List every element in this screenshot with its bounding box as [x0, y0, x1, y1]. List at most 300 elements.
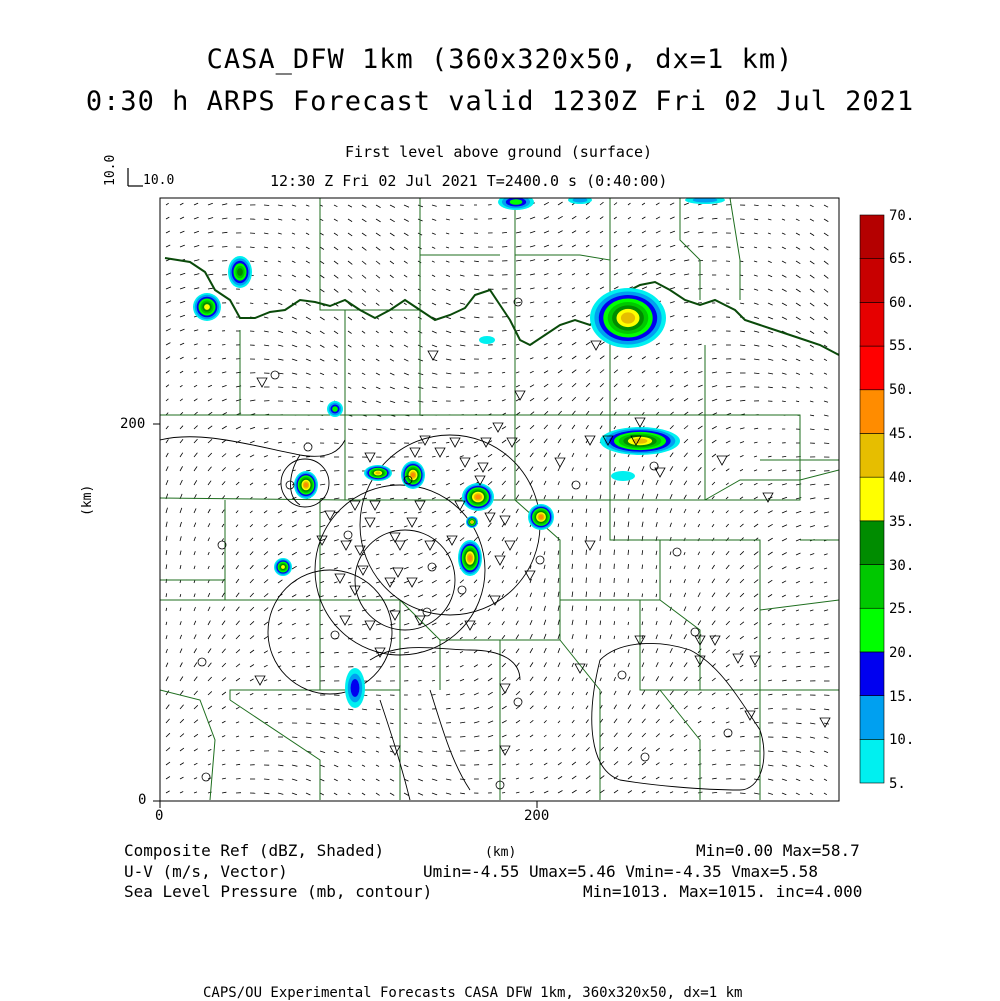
- wind-vector: [292, 538, 297, 541]
- wind-vector: [432, 666, 435, 667]
- wind-vector: [432, 289, 436, 291]
- wind-vector: [446, 483, 450, 485]
- wind-vector: [670, 385, 673, 387]
- wind-vector: [306, 359, 311, 361]
- wind-vector: [264, 428, 269, 429]
- wind-vector: [194, 372, 197, 373]
- wind-vector: [404, 233, 408, 236]
- wind-vector: [460, 442, 463, 443]
- wind-vector: [166, 733, 170, 737]
- colorbar-swatch: [860, 215, 884, 259]
- wind-vector: [460, 623, 463, 625]
- legend-field-reflectivity: Composite Ref (dBZ, Shaded): [124, 841, 384, 860]
- wind-vector: [530, 288, 535, 289]
- wind-vector: [824, 303, 828, 306]
- wind-vector: [516, 316, 520, 317]
- wind-vector: [278, 387, 283, 388]
- wind-vector: [376, 723, 380, 724]
- wind-vector: [194, 439, 198, 443]
- wind-vector: [180, 792, 183, 794]
- wind-vector: [810, 498, 815, 499]
- wind-vector: [810, 219, 814, 221]
- wind-vector: [432, 609, 437, 611]
- wind-vector: [810, 568, 814, 569]
- wind-vector: [810, 526, 815, 528]
- wind-vector: [516, 372, 519, 373]
- wind-vector: [628, 356, 632, 359]
- wind-vector: [642, 649, 644, 653]
- wind-vector: [306, 317, 311, 320]
- wind-vector: [250, 722, 253, 723]
- station-triangle: [495, 556, 505, 565]
- wind-vector: [390, 779, 394, 781]
- wind-vector: [194, 260, 199, 261]
- wind-vector: [572, 634, 573, 639]
- wind-vector: [544, 720, 547, 723]
- wind-vector: [628, 762, 632, 765]
- wind-vector: [810, 793, 813, 795]
- wind-vector: [264, 469, 267, 471]
- wind-vector: [166, 777, 170, 780]
- wind-vector: [586, 301, 590, 303]
- wind-vector: [166, 635, 167, 639]
- wind-vector: [614, 231, 617, 233]
- wind-vector: [208, 288, 213, 289]
- wind-vector: [586, 747, 590, 751]
- wind-vector: [572, 315, 576, 317]
- wind-vector: [698, 565, 700, 569]
- wind-vector: [292, 609, 296, 611]
- wind-vector: [516, 358, 519, 359]
- colorbar-swatch: [860, 608, 884, 652]
- wind-vector: [656, 203, 660, 205]
- wind-vector: [222, 607, 225, 611]
- wind-vector: [754, 524, 758, 527]
- wind-vector: [348, 582, 351, 583]
- wind-vector: [782, 779, 787, 781]
- wind-vector: [390, 554, 394, 555]
- wind-vector: [222, 593, 225, 597]
- station-circle: [198, 658, 206, 666]
- wind-vector: [558, 578, 559, 583]
- wind-vector: [390, 317, 392, 319]
- wind-vector: [166, 203, 169, 205]
- wind-vector: [250, 665, 254, 668]
- wind-vector: [782, 652, 786, 653]
- wind-vector: [194, 426, 198, 429]
- wind-vector: [390, 219, 395, 222]
- wind-vector: [544, 231, 549, 233]
- wind-vector: [236, 736, 239, 737]
- wind-vector: [236, 454, 240, 457]
- wind-vector: [292, 638, 295, 639]
- wind-vector: [656, 607, 657, 611]
- wind-vector: [320, 387, 324, 388]
- wind-vector: [348, 247, 352, 250]
- wind-vector: [320, 709, 325, 710]
- reflectivity-cell: [351, 679, 360, 697]
- wind-vector: [754, 275, 758, 276]
- wind-vector: [670, 552, 671, 556]
- wind-vector: [264, 524, 268, 527]
- wind-vector: [656, 551, 657, 555]
- wind-vector: [558, 634, 560, 639]
- wind-vector: [432, 387, 437, 388]
- wind-vector: [684, 371, 688, 373]
- wind-vector: [348, 751, 352, 753]
- colorbar-swatch: [860, 521, 884, 565]
- wind-vector: [194, 763, 197, 765]
- wind-vector: [236, 693, 240, 695]
- wind-vector: [166, 245, 170, 247]
- wind-vector: [390, 624, 395, 625]
- wind-vector: [796, 779, 800, 781]
- wind-vector: [530, 302, 534, 303]
- wind-vector: [782, 219, 785, 220]
- wind-vector: [516, 593, 518, 597]
- wind-vector: [586, 606, 587, 611]
- wind-vector: [334, 205, 337, 207]
- wind-vector: [824, 261, 828, 264]
- wind-vector: [418, 401, 423, 402]
- wind-vector: [320, 511, 325, 513]
- wind-vector: [810, 723, 815, 724]
- wind-vector: [796, 331, 801, 334]
- wind-vector: [320, 247, 324, 250]
- wind-vector: [614, 398, 617, 401]
- wind-vector: [460, 233, 463, 234]
- wind-vector: [362, 624, 367, 625]
- wind-vector: [824, 765, 827, 767]
- wind-vector: [698, 440, 702, 444]
- wind-vector: [796, 317, 801, 320]
- wind-vector: [754, 538, 758, 541]
- wind-vector: [684, 778, 687, 779]
- wind-vector: [684, 509, 686, 513]
- wind-vector: [810, 751, 815, 753]
- reflectivity-cell: [281, 565, 285, 569]
- wind-vector: [194, 621, 196, 625]
- wind-vector: [530, 358, 533, 359]
- wind-vector: [180, 453, 183, 457]
- wind-vector: [376, 303, 379, 306]
- wind-vector: [250, 469, 254, 471]
- wind-vector: [194, 663, 197, 668]
- wind-vector: [404, 345, 408, 347]
- wind-vector: [264, 275, 267, 276]
- wind-vector: [390, 723, 393, 724]
- wind-vector: [516, 691, 520, 695]
- wind-vector: [754, 205, 759, 206]
- wind-vector: [810, 484, 815, 485]
- wind-vector: [376, 751, 379, 752]
- wind-vector: [712, 565, 715, 569]
- station-triangle: [450, 438, 460, 447]
- wind-vector: [782, 638, 785, 639]
- wind-vector: [754, 442, 758, 443]
- wind-vector: [768, 765, 773, 766]
- wind-vector: [810, 303, 814, 306]
- wind-vector: [670, 344, 673, 345]
- wind-vector: [404, 553, 408, 555]
- wind-vector: [180, 329, 185, 331]
- wind-vector: [754, 666, 757, 667]
- wind-vector: [768, 511, 773, 513]
- wind-vector: [642, 231, 646, 233]
- wind-vector: [544, 706, 547, 709]
- wind-vector: [796, 289, 801, 292]
- wind-vector: [684, 344, 687, 345]
- wind-vector: [320, 525, 325, 527]
- wind-vector: [362, 793, 365, 795]
- wind-vector: [474, 679, 478, 681]
- wind-vector: [656, 734, 660, 737]
- wind-vector: [250, 261, 254, 262]
- wind-vector: [670, 691, 673, 695]
- wind-vector: [698, 344, 702, 345]
- wind-vector: [362, 359, 365, 361]
- wind-vector: [362, 233, 366, 236]
- wind-vector: [600, 536, 601, 541]
- wind-vector: [432, 331, 437, 333]
- wind-vector: [180, 439, 183, 443]
- wind-vector: [432, 345, 437, 347]
- wind-vector: [362, 526, 366, 527]
- wind-vector: [572, 692, 574, 695]
- wind-vector: [334, 554, 338, 556]
- wind-vector: [166, 301, 171, 303]
- wind-vector: [222, 635, 225, 639]
- station-circle: [691, 628, 699, 636]
- wind-vector: [236, 707, 239, 709]
- wind-vector: [166, 287, 171, 289]
- wind-vector: [656, 565, 657, 569]
- wind-vector: [418, 737, 422, 738]
- wind-vector: [292, 793, 297, 795]
- wind-vector: [404, 512, 407, 513]
- wind-vector: [782, 595, 786, 597]
- wind-vector: [642, 705, 645, 710]
- wind-vector: [306, 553, 311, 555]
- wind-vector: [586, 425, 589, 429]
- wind-vector: [208, 663, 211, 667]
- colorbar-label: 10.: [889, 732, 914, 748]
- wind-vector: [446, 205, 450, 206]
- wind-vector: [740, 331, 745, 332]
- wind-vector: [614, 217, 617, 219]
- wind-vector: [712, 386, 717, 388]
- wind-vector: [348, 345, 351, 347]
- wind-vector: [516, 481, 519, 485]
- wind-vector: [222, 792, 226, 793]
- wind-vector: [684, 620, 686, 625]
- wind-vector: [740, 400, 745, 401]
- wind-vector: [824, 373, 827, 374]
- wind-vector: [670, 677, 673, 682]
- wind-vector: [558, 564, 559, 569]
- wind-vector: [292, 751, 297, 752]
- wind-vector: [460, 275, 465, 276]
- wind-vector: [572, 370, 576, 373]
- wind-vector: [810, 765, 814, 767]
- wind-vector: [614, 370, 618, 373]
- wind-vector: [530, 662, 533, 667]
- wind-vector: [334, 582, 338, 583]
- wind-vector: [264, 289, 267, 290]
- wind-vector: [768, 483, 772, 485]
- wind-vector: [432, 751, 437, 752]
- wind-vector: [530, 385, 534, 387]
- wind-vector: [642, 522, 643, 527]
- wind-vector: [180, 551, 181, 555]
- wind-vector: [446, 666, 449, 667]
- wind-vector: [782, 793, 786, 795]
- wind-vector: [166, 649, 168, 653]
- wind-vector: [474, 722, 479, 724]
- wind-vector: [586, 522, 587, 527]
- wind-vector: [376, 443, 382, 444]
- wind-vector: [306, 289, 310, 292]
- wind-vector: [376, 709, 381, 710]
- wind-vector: [460, 289, 465, 290]
- wind-vector: [250, 750, 254, 751]
- wind-vector: [334, 289, 338, 292]
- wind-vector: [502, 566, 504, 569]
- wind-vector: [810, 331, 814, 334]
- wind-vector: [194, 288, 199, 289]
- wind-vector: [656, 371, 659, 373]
- wind-vector: [810, 638, 814, 639]
- wind-vector: [320, 581, 324, 583]
- wind-vector: [768, 580, 772, 583]
- wind-vector: [544, 425, 548, 429]
- wind-vector: [642, 245, 646, 247]
- wind-vector: [810, 401, 813, 402]
- wind-vector: [418, 525, 422, 527]
- level-subtitle: First level above ground (surface): [345, 143, 652, 161]
- wind-vector: [684, 677, 687, 681]
- wind-vector: [334, 317, 338, 320]
- wind-vector: [642, 259, 647, 261]
- wind-vector: [334, 751, 339, 753]
- wind-vector: [208, 372, 212, 373]
- wind-vector: [236, 565, 239, 569]
- wind-vector: [166, 480, 168, 485]
- wind-vector: [642, 273, 647, 275]
- wind-vector: [348, 331, 352, 334]
- wind-vector: [782, 765, 787, 766]
- wind-vector: [712, 693, 715, 695]
- wind-vector: [656, 792, 659, 794]
- wind-vector: [180, 231, 184, 233]
- wind-vector: [306, 331, 311, 334]
- wind-vector: [194, 566, 195, 569]
- wind-vector: [320, 723, 325, 724]
- wind-vector: [516, 426, 520, 429]
- wind-vector: [698, 606, 701, 611]
- wind-vector: [432, 637, 436, 639]
- wind-vector: [222, 649, 226, 653]
- wind-vector: [684, 663, 687, 668]
- wind-vector: [628, 522, 629, 527]
- wind-vector: [586, 411, 589, 415]
- wind-vector: [572, 509, 573, 513]
- wind-vector: [362, 652, 367, 653]
- wind-vector: [348, 512, 353, 513]
- station-circle: [572, 481, 580, 489]
- wind-vector: [250, 636, 254, 639]
- wind-vector: [376, 512, 380, 513]
- wind-vector: [250, 736, 254, 737]
- wind-vector: [460, 538, 464, 542]
- wind-vector: [586, 315, 590, 317]
- wind-vector: [446, 289, 450, 291]
- wind-vector: [348, 233, 352, 236]
- wind-vector: [782, 233, 785, 235]
- wind-vector: [222, 621, 225, 625]
- station-triangle: [395, 541, 405, 550]
- wind-vector: [670, 621, 672, 626]
- wind-vector: [516, 246, 521, 247]
- wind-vector: [166, 399, 168, 401]
- wind-vector: [796, 247, 800, 249]
- wind-vector: [530, 439, 534, 443]
- wind-vector: [488, 721, 493, 723]
- reflectivity-cell: [375, 472, 380, 475]
- wind-vector: [516, 607, 518, 611]
- reflectivity-cell: [204, 304, 210, 310]
- wind-vector: [628, 578, 629, 583]
- wind-vector: [824, 429, 829, 430]
- wind-vector: [236, 552, 239, 555]
- station-triangle: [393, 568, 403, 577]
- wind-vector: [614, 245, 617, 247]
- wind-vector: [642, 287, 647, 289]
- wind-vector: [670, 662, 673, 667]
- wind-vector: [334, 793, 337, 795]
- wind-vector: [264, 651, 268, 653]
- wind-vector: [530, 720, 533, 723]
- wind-vector: [194, 594, 195, 598]
- wind-vector: [684, 691, 688, 695]
- wind-vector: [208, 385, 212, 387]
- wind-vector: [264, 793, 269, 794]
- wind-vector: [404, 595, 409, 597]
- station-triangle: [500, 516, 510, 525]
- wind-vector: [208, 735, 212, 737]
- wind-vector: [390, 652, 395, 653]
- wind-vector: [684, 217, 689, 219]
- colorbar-swatch: [860, 477, 884, 521]
- wind-vector: [488, 566, 491, 570]
- wind-vector: [670, 763, 673, 765]
- wind-vector: [460, 694, 465, 696]
- wind-vector: [250, 565, 253, 569]
- wind-vector: [684, 706, 688, 709]
- colorbar-swatch: [860, 259, 884, 303]
- wind-vector: [628, 273, 633, 275]
- wind-vector: [656, 662, 658, 667]
- wind-vector: [782, 751, 787, 752]
- wind-vector: [544, 439, 547, 443]
- wind-vector: [586, 790, 591, 793]
- wind-vector: [698, 467, 701, 471]
- wind-vector: [712, 426, 717, 429]
- wind-vector: [614, 287, 618, 289]
- wind-vector: [278, 793, 283, 794]
- wind-vector: [754, 497, 758, 499]
- wind-vector: [404, 387, 409, 389]
